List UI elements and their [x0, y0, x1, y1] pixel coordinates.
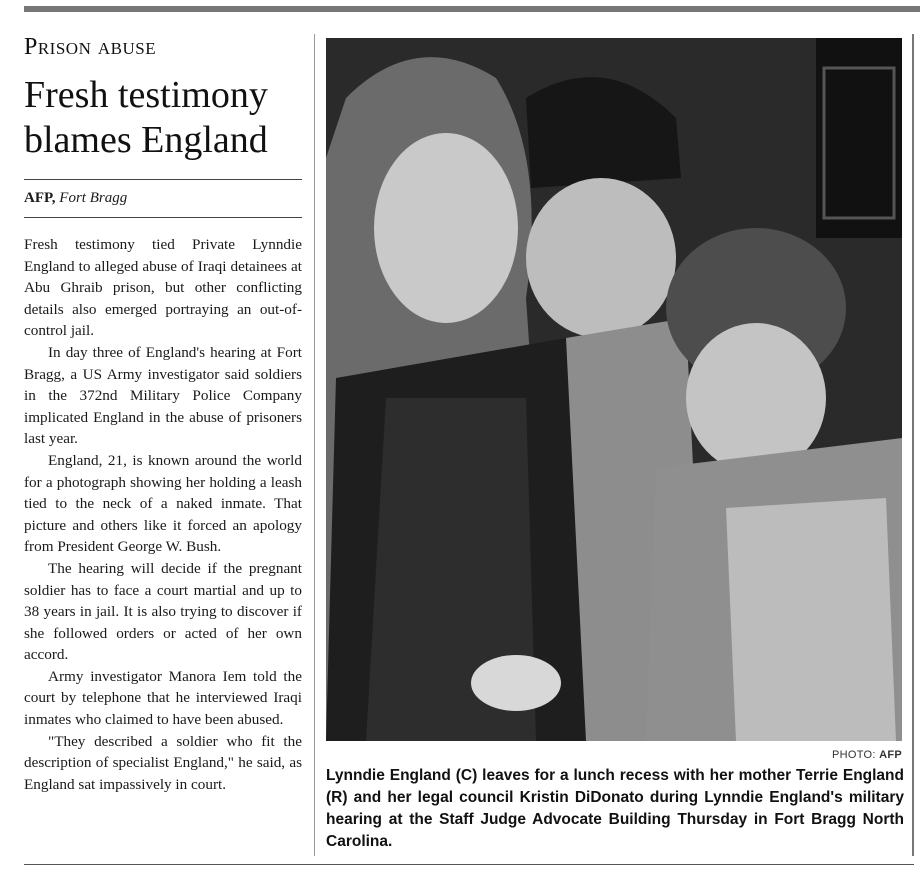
paragraph: "They described a soldier who fit the description of specialist England," he said, as England sat impassively in court. — [24, 732, 302, 793]
headline-rule — [24, 179, 302, 180]
right-edge-rule — [912, 34, 914, 856]
byline-place: Fort Bragg — [59, 190, 128, 206]
photo-credit-source: AFP — [879, 749, 902, 761]
byline-rule — [24, 217, 302, 218]
column-divider — [314, 34, 315, 856]
headline: Fresh testimony blames England — [24, 74, 268, 161]
paragraph: The hearing will decide if the pregnant soldier has to face a court martial and up to 38 years in jail. It is also trying to discover if she followed orders or acted of her own accord. — [24, 559, 302, 664]
top-rule — [24, 6, 920, 12]
photo-credit — [832, 749, 902, 761]
photo-caption: Lynndie England (C) leaves for a lunch recess with her mother Terrie England (R) and her legal council Kristin DiDonato during Lynndie England's military hearing at the Staff Judge Advocate Building Thursday in Fort Bragg North Carolina. — [326, 767, 904, 850]
article-body — [24, 234, 302, 795]
photo-credit-prefix: PHOTO: — [831, 749, 876, 761]
paragraph: In day three of England's hearing at Fort Bragg, a US Army investigator said soldiers in the 372nd Military Police Company implicated England in the abuse of prisoners last year. — [24, 343, 302, 448]
byline — [24, 190, 302, 207]
paragraph: Army investigator Manora Iem told the court by telephone that he interviewed Iraqi inmates who claimed to have been abused. — [24, 667, 302, 729]
paragraph: England, 21, is known around the world for a photograph showing her holding a leash tied to the neck of a naked inmate. That picture and others like it forced an apology from President George W. Bush. — [24, 451, 302, 556]
bottom-rule — [24, 864, 914, 865]
photo-illustration — [326, 38, 902, 741]
byline-agency: AFP, — [24, 190, 56, 206]
article-column — [24, 34, 302, 795]
section-kicker: Prison abuse — [24, 34, 157, 60]
paragraph: Fresh testimony tied Private Lynndie England to alleged abuse of Iraqi detainees at Abu Ghraib prison, but other conflicting details also emerged portraying an out-of-control jail. — [24, 236, 302, 340]
news-photo — [326, 38, 902, 741]
